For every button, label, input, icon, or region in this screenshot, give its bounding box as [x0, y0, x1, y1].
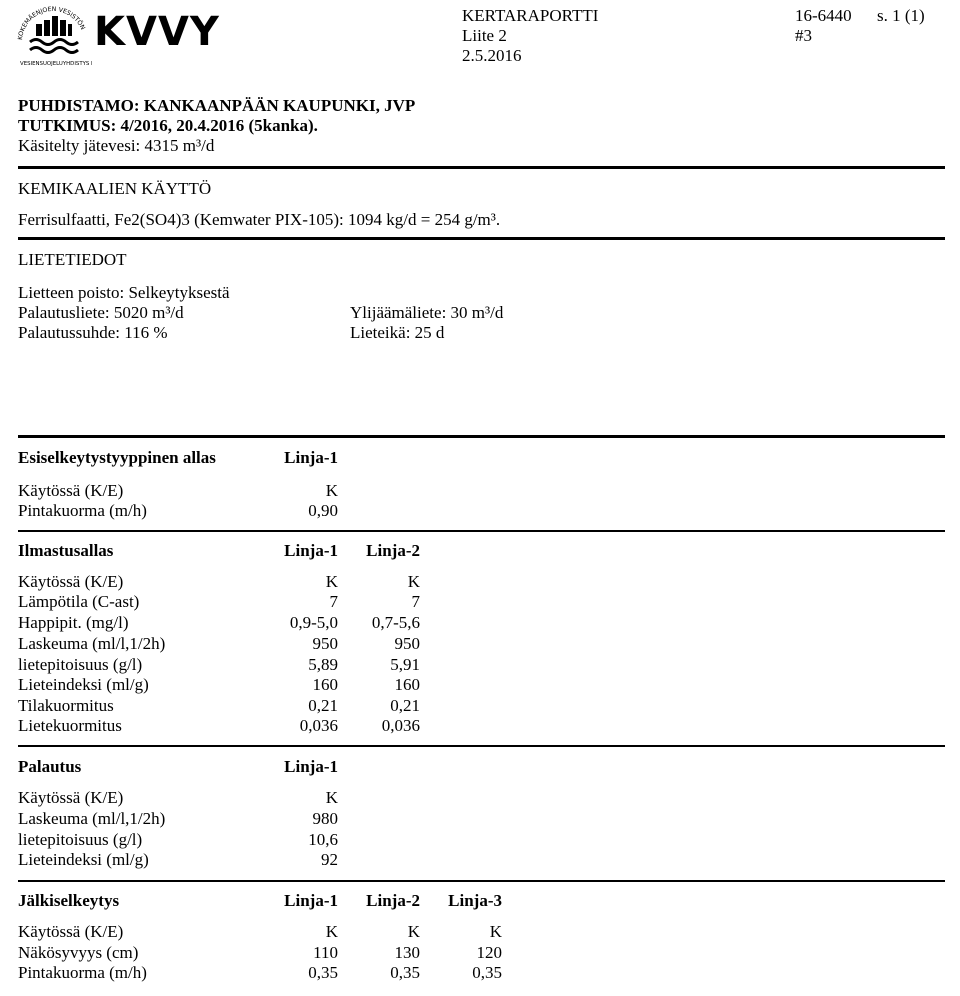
column-header: Linja-2 — [366, 891, 420, 910]
column-header: Linja-2 — [366, 541, 420, 560]
cell-value: 0,036 — [299, 716, 338, 735]
row-label: Käytössä (K/E) — [18, 788, 124, 807]
svg-text:VESIENSUOJELUYHDISTYS RY: VESIENSUOJELUYHDISTYS RY — [20, 61, 92, 67]
table-row — [18, 634, 718, 654]
table-row — [18, 696, 718, 716]
cell-value: 110 — [313, 943, 338, 962]
table-title: Palautus — [18, 757, 82, 776]
cell-value: 0,7-5,6 — [371, 613, 420, 632]
cell-value: 160 — [312, 675, 338, 694]
row-label: lietepitoisuus (g/l) — [18, 830, 143, 849]
row-label: Lietekuormitus — [18, 716, 122, 735]
column-header: Linja-1 — [284, 448, 338, 467]
cell-value: 10,6 — [308, 830, 338, 849]
divider — [18, 880, 945, 882]
cell-value: 0,35 — [472, 963, 502, 982]
row-label: Laskeuma (ml/l,1/2h) — [18, 809, 166, 828]
cell-value: 0,90 — [308, 501, 338, 520]
column-header: Linja-1 — [284, 541, 338, 560]
row-label: Lieteindeksi (ml/g) — [18, 675, 149, 694]
treated-wastewater: Käsitelty jätevesi: 4315 m³/d — [18, 136, 215, 155]
report-title: KERTARAPORTTI — [462, 6, 599, 25]
cell-value: 7 — [329, 592, 338, 611]
cell-value: 0,35 — [390, 963, 420, 982]
row-label: Pintakuorma (m/h) — [18, 501, 147, 520]
table-row — [18, 592, 718, 612]
organization-seal — [14, 2, 92, 68]
cell-value: 950 — [394, 634, 420, 653]
table-row — [18, 788, 718, 808]
cell-value: 160 — [394, 675, 420, 694]
row-label: Happipit. (mg/l) — [18, 613, 129, 632]
return-sludge: Palautusliete: 5020 m³/d — [18, 303, 184, 322]
cell-value: 92 — [321, 850, 338, 869]
cell-value: K — [325, 572, 338, 591]
cell-value: K — [325, 481, 338, 500]
table-row — [18, 850, 718, 870]
cell-value: K — [325, 788, 338, 807]
divider — [18, 237, 945, 240]
divider — [18, 745, 945, 747]
cell-value: K — [489, 922, 502, 941]
excess-sludge: Ylijäämäliete: 30 m³/d — [350, 303, 504, 322]
chemicals-heading: KEMIKAALIEN KÄYTTÖ — [18, 179, 212, 198]
table-header — [18, 757, 718, 777]
table-row — [18, 572, 718, 592]
divider — [18, 530, 945, 532]
table-header — [18, 448, 718, 468]
cell-value: 5,89 — [308, 655, 338, 674]
table-row — [18, 943, 718, 963]
table-header — [18, 891, 718, 911]
row-label: Käytössä (K/E) — [18, 922, 124, 941]
column-header: Linja-3 — [448, 891, 502, 910]
cell-value: K — [325, 922, 338, 941]
cell-value: 0,21 — [308, 696, 338, 715]
cell-value: K — [407, 922, 420, 941]
sludge-removal: Lietteen poisto: Selkeytyksestä — [18, 283, 230, 302]
cell-value: 7 — [411, 592, 420, 611]
cell-value: 980 — [312, 809, 338, 828]
row-label: Käytössä (K/E) — [18, 481, 124, 500]
sequence-number: #3 — [795, 26, 812, 45]
table-row — [18, 809, 718, 829]
row-label: Näkösyvyys (cm) — [18, 943, 139, 962]
report-number: 16-6440 — [795, 6, 852, 25]
study-heading: TUTKIMUS: 4/2016, 20.4.2016 (5kanka). — [18, 116, 318, 135]
column-header: Linja-1 — [284, 891, 338, 910]
attachment-label: Liite 2 — [462, 26, 507, 45]
column-header: Linja-1 — [284, 757, 338, 776]
table-title: Ilmastusallas — [18, 541, 114, 560]
chemical-usage: Ferrisulfaatti, Fe2(SO4)3 (Kemwater PIX-105): 1094 kg/d = 254 g/m³. — [18, 210, 501, 229]
table-row — [18, 675, 718, 695]
table-row — [18, 922, 718, 942]
table-row — [18, 481, 718, 501]
cell-value: 0,036 — [381, 716, 420, 735]
table-title: Esiselkeytystyyppinen allas — [18, 448, 216, 467]
row-label: Laskeuma (ml/l,1/2h) — [18, 634, 166, 653]
divider — [18, 435, 945, 438]
table-row — [18, 963, 718, 983]
sludge-heading: LIETETIEDOT — [18, 250, 127, 269]
row-label: Tilakuormitus — [18, 696, 114, 715]
table-row — [18, 716, 718, 736]
svg-text:KOKEMÄENJOEN VESISTÖN: KOKEMÄENJOEN VESISTÖN — [17, 5, 87, 41]
divider — [18, 166, 945, 169]
seal-icon — [14, 2, 92, 68]
plant-heading: PUHDISTAMO: KANKAANPÄÄN KAUPUNKI, JVP — [18, 96, 416, 115]
cell-value: 120 — [476, 943, 502, 962]
table-title: Jälkiselkeytys — [18, 891, 120, 910]
page-number: s. 1 (1) — [877, 6, 925, 25]
table-row — [18, 613, 718, 633]
kvvy-logo: KVVY — [94, 9, 220, 55]
cell-value: 0,9-5,0 — [289, 613, 338, 632]
cell-value: 5,91 — [390, 655, 420, 674]
table-row — [18, 655, 718, 675]
report-date: 2.5.2016 — [462, 46, 522, 65]
table-row — [18, 501, 718, 521]
row-label: Käytössä (K/E) — [18, 572, 124, 591]
row-label: Lieteindeksi (ml/g) — [18, 850, 149, 869]
sludge-age: Lieteikä: 25 d — [350, 323, 445, 342]
cell-value: K — [407, 572, 420, 591]
table-header — [18, 541, 718, 561]
row-label: Lämpötila (C-ast) — [18, 592, 140, 611]
cell-value: 0,21 — [390, 696, 420, 715]
cell-value: 950 — [312, 634, 338, 653]
cell-value: 0,35 — [308, 963, 338, 982]
return-ratio: Palautussuhde: 116 % — [18, 323, 168, 342]
cell-value: 130 — [394, 943, 420, 962]
row-label: lietepitoisuus (g/l) — [18, 655, 143, 674]
row-label: Pintakuorma (m/h) — [18, 963, 147, 982]
table-row — [18, 830, 718, 850]
